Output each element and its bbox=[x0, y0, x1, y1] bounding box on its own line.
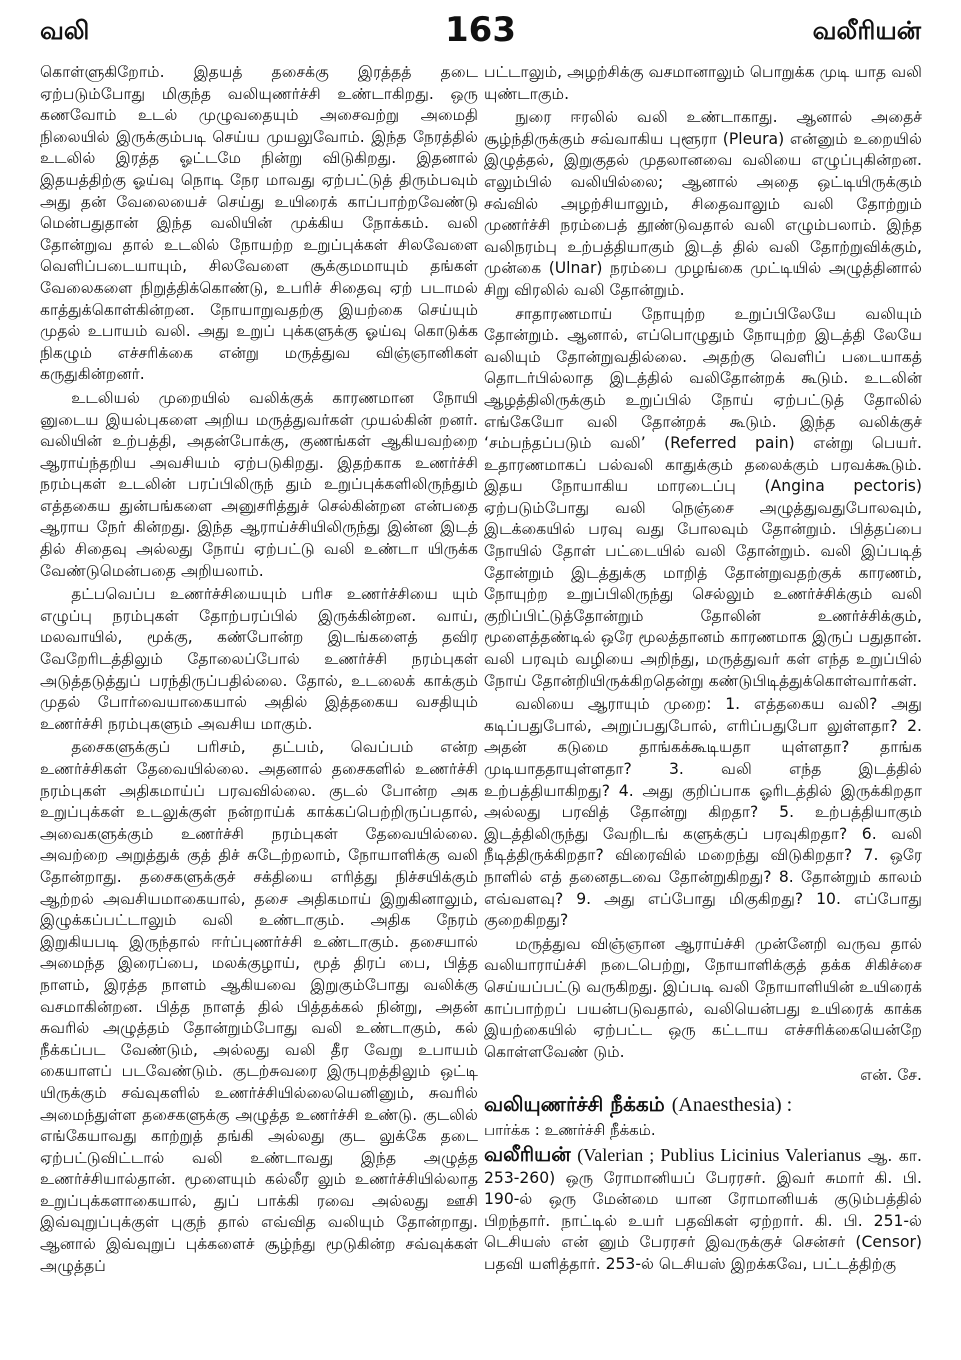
page-header bbox=[40, 8, 921, 58]
header-right-keyword: வலீரியன் bbox=[812, 16, 921, 45]
paragraph: பட்டாலும், அழற்சிக்கு வசமானாலும் பொறுக்க முடி யாத வலி யுண்டாகும். bbox=[484, 63, 922, 103]
entry-heading-latin: (Anaesthesia) : bbox=[671, 1093, 793, 1116]
paragraph: வலியை ஆராயும் முறை: 1. எத்தகைய வலி? அது கடிப்பதுபோல், அறுப்பதுபோல், எரிப்பதுபோ லுள்ளதா? 2. அதன் கடுமை தாங்கக்கூடியதா யுள்ளதா? தாங்க முடியாததாயுள்ளதா? 3. வலி எந்த இடத்தில் உற்பத்தியாகிறது? 4. அது குறிப்பாக ஓரிடத்தில் இருக்கிறதா அல்லது பரவித் தோன்று கிறதா? 5. உற்பத்தியாகும் இடத்திலிருந்து வேறிடங் களுக்குப் பரவுகிறதா? 6. வலி நீடித்திருக்கிறதா? விரைவில் மறைந்து விடுகிறதா? 7. ஒரே நாளில் எத் தனைதடவை தோன்றுகிறது? 8. தோன்றும் காலம் எவ்வளவு? 9. அது எப்போது மிகுகிறது? 10. எப்போது குறைகிறது? bbox=[484, 695, 922, 930]
entry-heading-tamil: வலியுணர்ச்சி நீக்கம் bbox=[484, 1091, 665, 1116]
left-column bbox=[40, 62, 478, 1352]
page-number: 163 bbox=[445, 10, 516, 50]
paragraph: மருத்துவ விஞ்ஞான ஆராய்ச்சி முன்னேறி வருவ தால் வலியாராய்ச்சி நடைபெற்று, நோயாளிக்குத் தக்க சிகிச்சை செய்யப்பட்டு வருகிறது. இப்படி வலி நோயாளியின் உயிரைக் காப்பாற்றப் பயன்படுவதால், வலியென்பது உயிரைக் காக்க இயற்கையில் ஏற்பட்ட ஒரு கட்டாய எச்சரிக்கையென்றே கொள்ளவேண் டும். bbox=[484, 934, 922, 1061]
entry-title: வலீரியன் bbox=[484, 1141, 571, 1166]
paragraph: உடலியல் முறையில் வலிக்குக் காரணமான நோயி னுடைய இயல்புகளை அறிய மருத்துவர்கள் முயல்கின் றனர். வலியின் உற்பத்தி, அதன்போக்கு, குணங்கள் ஆகியவற்றை ஆராய்ந்தறிய அவசியம் ஏற்படுகிறது. இதற்காக உணர்ச்சி நரம்புகள் உடலின் பரப்பிலிருந் தும் உறுப்புக்களிலிருந்தும் எத்தகைய துன்பங்களை அனுசரித்துச் செல்கின்றன என்பதை ஆராய நேர் கின்றது. இந்த ஆராய்ச்சியிலிருந்து இன்ன இடத் தில் சிதைவு அல்லது நோய் ஏற்பட்டு வலி உண்டா யிருக்க வேண்டுமென்பதை அறியலாம். bbox=[40, 388, 478, 580]
right-column bbox=[484, 62, 922, 1352]
see-also-reference: பார்க்க : உணர்ச்சி நீக்கம். bbox=[484, 1120, 656, 1139]
paragraph: தட்பவெப்ப உணர்ச்சியையும் பரிச உணர்ச்சியை யும் எழுப்பு நரம்புகள் தோற்பரப்பில் இருக்கின்றன. வாய், மலவாயில், மூக்கு, கண்போன்ற இடங்களைத் தவிர வேறேரிடத்திலும் தோலைப்போல் உணர்ச்சி நரம்புகள் அடுத்தடுத்துப் பரந்திருப்பதில்லை. தோல், உடலைக் காக்கும் முதல் போர்வையாகையால் அதில் இத்தகைய வசதியும் உணர்ச்சி நரம்புகளும் அவசிய மாகும். bbox=[40, 585, 478, 733]
paragraph: சாதாரணமாய் நோயுற்ற உறுப்பிலேயே வலியும் தோன்றும். ஆனால், எப்பொழுதும் நோயுற்ற இடத்தி லேயே வலியும் தோன்றுவதில்லை. அதற்கு வெளிப் படையாகத் தொடர்பில்லாத இடத்தில் வலிதோன்றக் கூடும். உடலின் ஆழத்திலிருக்கும் உறுப்பில் நோய் ஏற்பட்டுத் தோலில் எங்கேயோ வலி தோன்றக் கூடும். இந்த வலிக்குச் ‘சம்பந்தப்படும் வலி’ (Referred pain) என்று பெயர். உதாரணமாகப் பல்வலி காதுக்கும் தலைக்கும் பரவக்கூடும். இதய நோயாகிய மாரடைப்பு (Angina pectoris) ஏற்படும்போது வலி நெஞ்சை அழுத்துவதுபோலவும், இடக்கையில் பரவு வது போலவும் தோன்றும். பித்தப்பை நோயில் தோள் பட்டையில் வலி தோன்றும். வலி இப்படித் தோன்றும் இடத்துக்கு மாறித் தோன்றுவதற்குக் காரணம், நோயுற்ற உறுப்பிலிருந்து செல்லும் உணர்ச்சிக்கும் வலி குறிப்பிட்டுத்தோன்றும் தோலின் உணர்ச்சிக்கும், மூளைத்தண்டில் ஒரே மூலத்தானம் காரணமாக இருப் பதுதான். வலி பரவும் வழியை அறிந்து, மருத்துவர் கள் எந்த உறுப்பில் நோய் தோன்றியிருக்கிறதென்று கண்டுபிடித்துக்கொள்வார்கள். bbox=[484, 304, 922, 690]
entry-heading-anaesthesia bbox=[484, 1091, 922, 1118]
header-left-keyword: வலி bbox=[40, 16, 90, 45]
paragraph: நுரை ஈரலில் வலி உண்டாகாது. ஆனால் அதைச் சூழ்ந்திருக்கும் சவ்வாகிய புளூரா (Pleura) என்னும் உறையில் இழுத்தல், இறுகுதல் முதலானவை வலியை எழுப்புகின்றன. எலும்பில் வலியில்லை; ஆனால் அதை ஒட்டியிருக்கும் சவ்வில் அழற்சியாலும், சிதைவாலும் வலி தோற்றும் முணர்ச்சி நரம்பைத் தூண்டுவதால் வலி எழும்பலாம். இந்த வலிநரம்பு உற்பத்தியாகும் இடத் தில் வலி தோற்றுவிக்கும், முன்கை (Ulnar) நரம்பை முழங்கை முட்டியில் அழுத்தினால் சிறு விரலில் வலி தோன்றும். bbox=[484, 108, 922, 299]
entry-valerian bbox=[484, 1141, 922, 1276]
paragraph: தசைகளுக்குப் பரிசம், தட்பம், வெப்பம் என்ற உணர்ச்சிகள் தேவையில்லை. அதனால் தசைகளில் உணர்ச்சி நரம்புகள் அதிகமாய்ப் பரவவில்லை. குடல் போன்ற அக உறுப்புக்கள் உடலுக்குள் நன்றாய்க் காக்கப்பெற்றிருப்பதால், அவைகளுக்கும் உணர்ச்சி நரம்புகள் தேவையில்லை. அவற்றை அறுத்துக் குத் திச் சுடேற்றலாம், நோயாளிக்கு வலி தோன்றாது. தசைகளுக்குச் சக்தியை எரித்து நிச்சயிக்கும் ஆற்றல் அவசியமாகையால், தசை அதிகமாய் இறுகினாலும், இழுக்கப்பட்டாலும் வலி உண்டாகும். அதிக நேரம் இறுகியபடி இருந்தால் ஈர்ப்புணர்ச்சி உண்டாகும். தசையால் அமைந்த இரைப்பை, மலக்குழாய், மூத் திரப் பை, பித்த நாளம், இரத்த நாளம் ஆகியவை இறுகும்போது வலிக்கு வசமாகின்றன. பித்த நாளத் தில் பித்தக்கல் நின்று, அதன் சுவரில் அழுத்தம் தோன்றும்போது வலி உண்டாகும், கல் நீக்கப்பட வேண்டும், அல்லது வலி தீர வேறு உபாயம் கையாளப் படவேண்டும். குடற்சுவரை இருபுறத்திலும் ஒட்டி யிருக்கும் சவ்வுகளில் உணர்ச்சியில்லையெனினும், சுவரில் அமைந்துள்ள தசைகளுக்கு அழுத்த உணர்ச்சி உண்டு. குடலில் எங்கேயாவது காற்றுத் தங்கி அல்லது குட லுக்கே தடை ஏற்பட்டுவிட்டால் வலி உண்டாவது இந்த அழுத்த உணர்ச்சியால்தான். மூளையும் கல்லீர லும் உணர்ச்சியில்லாத உறுப்புக்களாகையால், துப் பாக்கி ரவை அல்லது ஊசி இவ்வுறுப்புக்குள் புகுந் தால் எவ்வித வலியும் தோன்றாது. ஆனால் இவ்வுறுப் புக்களைச் சூழ்ந்து மூடுகின்ற சவ்வுக்கள் அழுத்தப் bbox=[40, 738, 478, 1275]
entry-body: ஆ. கா. 253-260) ஒரு ரோமானியப் பேரரசர். இவர் சுமார் கி. பி. 190-ல் ஒரு மேன்மை யான ரோமானியக் குடும்பத்தில் பிறந்தார். நாட்டில் உயர் பதவிகள் ஏற்றார். கி. பி. 251-ல் டெசியஸ் என் னும் பேரரசர் இவருக்குச் சென்சர் (Censor) பதவி யளித்தார். 253-ல் டெசியஸ் இறக்கவே, பட்டத்திற்கு bbox=[484, 1146, 922, 1273]
author-signature: என். சே. bbox=[860, 1066, 922, 1085]
entry-latin-name: (Valerian ; Publius Licinius Valerianus bbox=[577, 1144, 862, 1165]
paragraph: கொள்ளுகிறோம். இதயத் தசைக்கு இரத்தத் தடை ஏற்படும்போது மிகுந்த வலியுணர்ச்சி உண்டாகிறது. ஒரு கணவோம் உடல் முழுவதையும் அசைவற்று அமைதி நிலையில் இருக்கும்படி செய்ய முயலுவோம். இந்த நேரத்தில் உடலில் இரத்த ஓட்டமே நின்று விடுகிறது. இதனால் இதயத்திற்கு ஓய்வு நொடி நேர மாவது ஏற்பட்டுத் திரும்பவும் அது தன் வேலையைச் செய்து உயிரைக் காப்பாற்றவேண்டு மென்பதுதான் இந்த வலியின் முக்கிய நோக்கம். வலி தோன்றுவ தால் உடலில் நோயற்ற உறுப்புக்கள் சிலவேளை வெளிப்படையாயும், சிலவேளை சூக்குமமாயும் தங்கள் வேலைகளை நிறுத்திக்கொண்டு, உபரிச் சிதைவு ஏற் படாமல் காத்துக்கொள்கின்றன. நோயாறுவதற்கு இயற்கை செய்யும் முதல் உபாயம் வலி. அது உறுப் புக்களுக்கு ஓய்வு கொடுக்க நிகழும் எச்சரிக்கை என்று மருத்துவ விஞ்ஞானிகள் கருதுகின்றனர். bbox=[40, 63, 478, 384]
